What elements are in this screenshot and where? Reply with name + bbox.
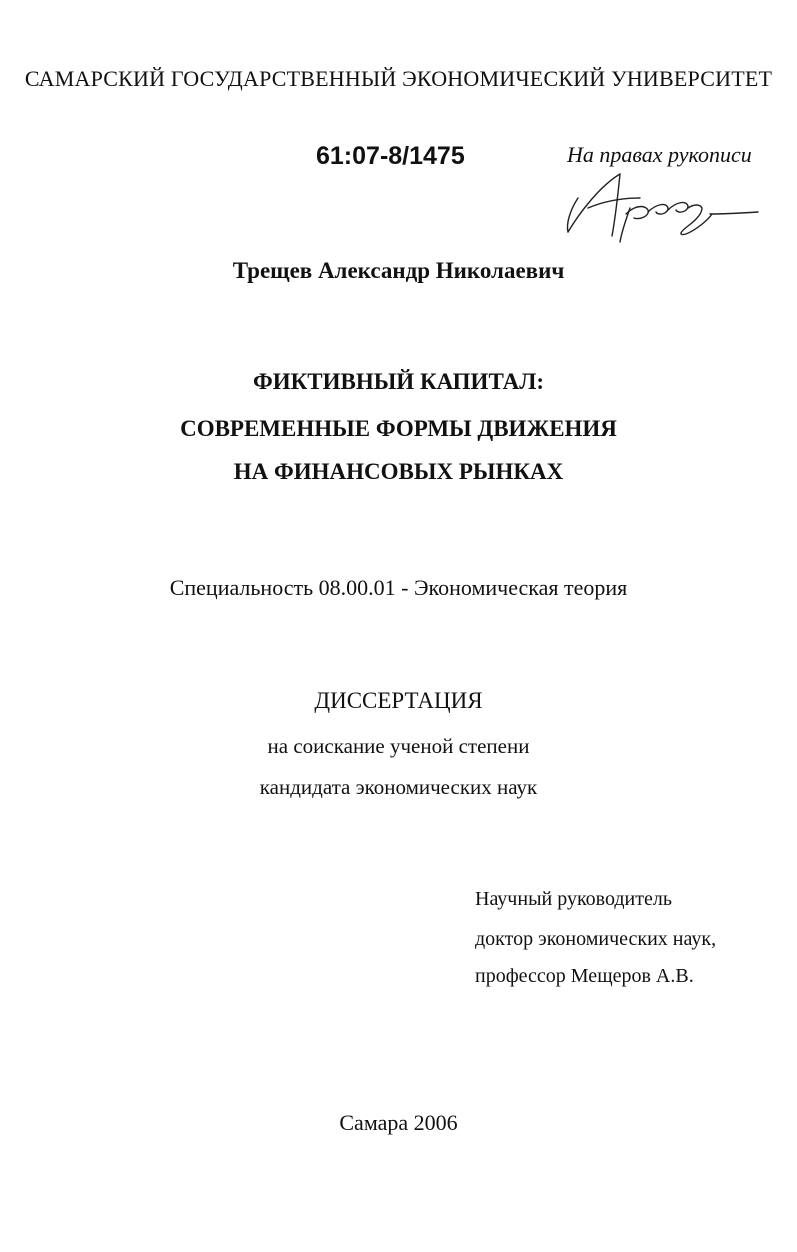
dissertation-title-line-3: НА ФИНАНСОВЫХ РЫНКАХ [233,459,564,484]
handwritten-signature-icon [560,168,760,248]
supervisor-degree: доктор экономических наук, [475,928,717,950]
manuscript-note: На правах рукописи [567,142,752,167]
degree-line-1: на соискание ученой степени [267,734,530,758]
supervisor-role: Научный руководитель [475,888,672,910]
city-year: Самара 2006 [339,1110,458,1135]
dissertation-title-line-2: СОВРЕМЕННЫЕ ФОРМЫ ДВИЖЕНИЯ [180,416,617,441]
dissertation-title-line-1: ФИКТИВНЫЙ КАПИТАЛ: [252,369,545,394]
university-name: САМАРСКИЙ ГОСУДАРСТВЕННЫЙ ЭКОНОМИЧЕСКИЙ УНИВЕРСИТЕТ [24,66,773,91]
catalog-code: 61:07-8/1475 [316,142,465,170]
supervisor-name: профессор Мещеров А.В. [475,965,694,987]
document-type: ДИССЕРТАЦИЯ [314,688,483,713]
degree-line-2: кандидата экономических наук [259,775,538,799]
author-name: Трещев Александр Николаевич [232,258,565,283]
specialty: Специальность 08.00.01 - Экономическая теория [169,575,628,600]
